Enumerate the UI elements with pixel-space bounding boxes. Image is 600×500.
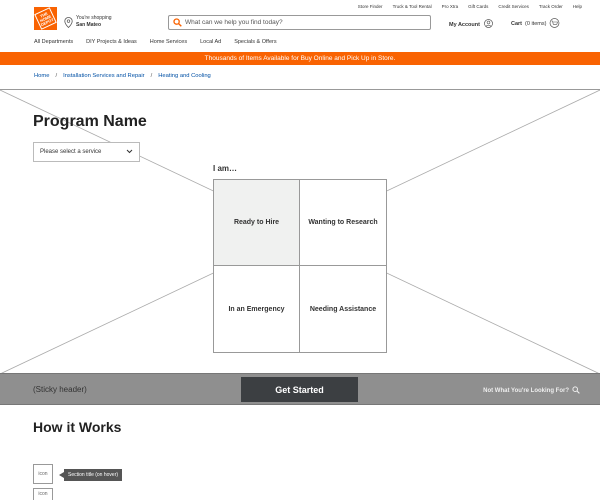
not-looking-text: Not What You're Looking For? bbox=[483, 388, 569, 394]
section-icon-placeholder[interactable]: icon bbox=[33, 488, 53, 500]
service-select[interactable] bbox=[33, 142, 140, 162]
nav-specials-offers[interactable]: Specials & Offers bbox=[234, 39, 277, 45]
store-prefix: You're shopping bbox=[76, 15, 112, 21]
utility-link-truck-tool-rental[interactable]: Truck & Tool Rental bbox=[392, 3, 432, 9]
breadcrumb-home[interactable]: Home bbox=[34, 73, 50, 79]
search-bar[interactable] bbox=[168, 15, 431, 30]
utility-link-track-order[interactable]: Track Order bbox=[538, 3, 563, 9]
utility-link-store-finder[interactable]: Store Finder bbox=[357, 3, 383, 9]
breadcrumb-separator: / bbox=[55, 73, 58, 79]
cart[interactable] bbox=[511, 18, 560, 30]
logo-text: THE HOME DEPOT bbox=[34, 7, 57, 30]
section-title-tooltip: Section title (on hover) bbox=[64, 469, 122, 481]
service-select-value: Please select a service bbox=[40, 149, 102, 155]
nav-local-ad[interactable]: Local Ad bbox=[200, 39, 222, 45]
get-started-button[interactable]: Get Started bbox=[241, 377, 358, 402]
search-icon[interactable] bbox=[173, 14, 182, 32]
intent-options-grid bbox=[213, 179, 387, 353]
main-nav bbox=[34, 39, 290, 45]
search-icon bbox=[572, 386, 580, 396]
user-icon bbox=[484, 19, 493, 30]
section-icon-placeholder[interactable]: icon bbox=[33, 464, 53, 484]
sticky-header-label: (Sticky header) bbox=[33, 385, 87, 394]
not-looking-link[interactable] bbox=[483, 386, 580, 396]
utility-link-help[interactable]: Help bbox=[572, 3, 582, 9]
utility-link-gift-cards[interactable]: Gift Cards bbox=[468, 3, 489, 9]
option-needing-assistance[interactable]: Needing Assistance bbox=[309, 305, 377, 313]
utility-link-pro-xtra[interactable]: Pro Xtra bbox=[441, 3, 459, 9]
sticky-header bbox=[0, 373, 600, 405]
cart-count-text: 0 items bbox=[526, 21, 545, 27]
nav-diy-projects[interactable]: DIY Projects & Ideas bbox=[86, 39, 137, 45]
i-am-prompt: I am… bbox=[213, 164, 238, 173]
option-wanting-to-research[interactable]: Wanting to Research bbox=[300, 180, 386, 266]
utility-bar bbox=[358, 0, 582, 12]
home-depot-logo[interactable] bbox=[34, 7, 57, 30]
option-ready-to-hire[interactable]: Ready to Hire bbox=[214, 180, 300, 266]
cart-icon bbox=[549, 18, 560, 30]
nav-all-departments[interactable]: All Departments bbox=[34, 39, 74, 45]
how-it-works-title: How it Works bbox=[33, 419, 122, 435]
store-text bbox=[76, 15, 112, 29]
location-pin-icon bbox=[64, 15, 73, 26]
nav-home-services[interactable]: Home Services bbox=[149, 39, 188, 45]
cart-count: (0 items) bbox=[525, 21, 547, 27]
my-account[interactable] bbox=[449, 19, 493, 30]
option-in-an-emergency[interactable]: In an Emergency bbox=[214, 266, 300, 352]
promo-banner[interactable]: Thousands of Items Available for Buy Online and Pick Up in Store. bbox=[0, 52, 600, 65]
account-label: My Account bbox=[449, 21, 480, 28]
cart-label: Cart bbox=[511, 21, 523, 27]
utility-link-credit-services[interactable]: Credit Services bbox=[498, 3, 529, 9]
breadcrumb-heating-cooling[interactable]: Heating and Cooling bbox=[158, 73, 211, 79]
store-selector[interactable] bbox=[64, 15, 112, 29]
page-title: Program Name bbox=[33, 113, 147, 130]
breadcrumb-installation[interactable]: Installation Services and Repair bbox=[63, 73, 145, 79]
breadcrumb bbox=[34, 73, 211, 79]
chevron-down-icon bbox=[126, 149, 133, 156]
search-input[interactable] bbox=[185, 19, 425, 26]
breadcrumb-separator: / bbox=[150, 73, 153, 79]
store-city: San Mateo bbox=[76, 22, 102, 28]
